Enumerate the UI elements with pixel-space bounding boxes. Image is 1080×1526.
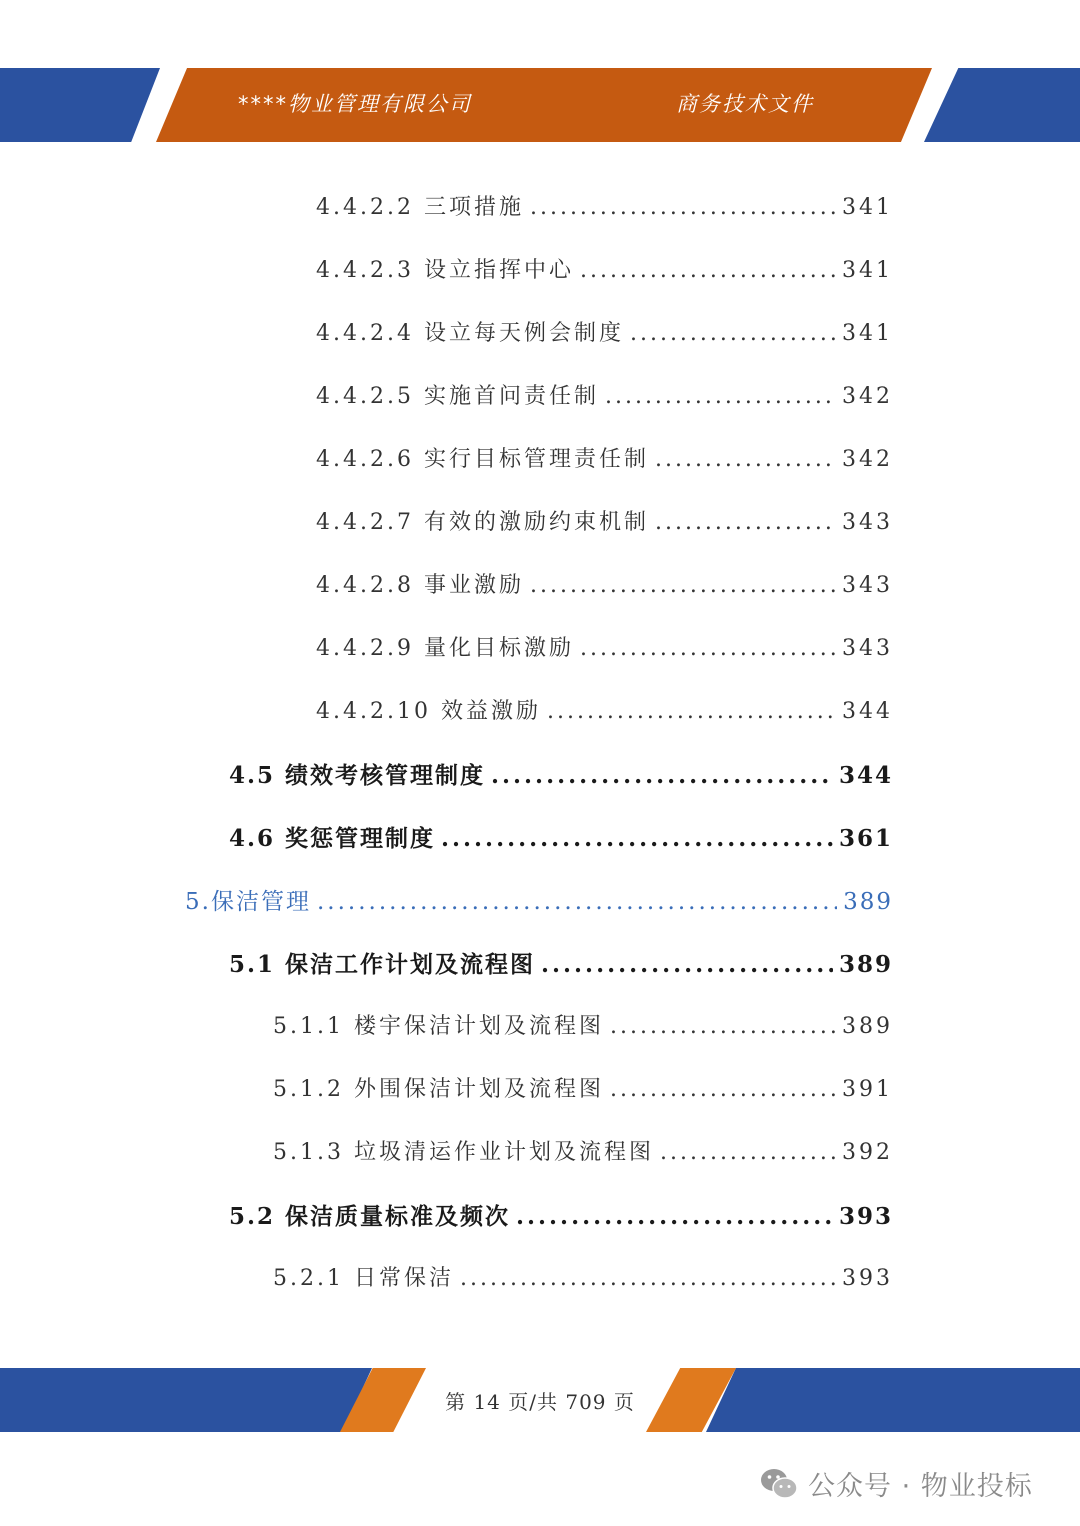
toc-entry[interactable] [316, 190, 893, 230]
toc-entry-label: 5.2 保洁质量标准及频次 [229, 1203, 511, 1230]
toc-entry[interactable] [273, 1009, 893, 1049]
toc-entry-page: 341 [842, 195, 893, 220]
toc-entry-label: 4.4.2.5 实施首问责任制 [316, 384, 599, 409]
toc-entry-page: 343 [842, 510, 893, 535]
toc-entry-label: 4.4.2.6 实行目标管理责任制 [316, 447, 649, 472]
toc-entry-page: 342 [842, 447, 893, 472]
toc-dot-leader [580, 636, 836, 661]
toc-entry-page: 342 [842, 384, 893, 409]
toc-entry-label: 4.4.2.2 三项措施 [316, 195, 524, 220]
watermark-text: 公众号 · 物业投标 [808, 1471, 1033, 1502]
toc-entry[interactable] [316, 442, 893, 482]
toc-entry[interactable] [316, 568, 893, 608]
toc-entry[interactable] [273, 1261, 893, 1301]
toc-entry-page: 393 [838, 1203, 893, 1230]
header-document-type: 商务技术文件 [676, 92, 814, 116]
toc-entry-label: 5.1.3 垃圾清运作业计划及流程图 [273, 1140, 654, 1165]
toc-entry-label: 4.4.2.7 有效的激励约束机制 [316, 510, 649, 535]
toc-entry-label: 5.保洁管理 [185, 889, 311, 915]
header-band-blue-left [0, 68, 160, 142]
footer-band-blue-right [706, 1368, 1080, 1432]
toc-entry-label: 4.4.2.4 设立每天例会制度 [316, 321, 624, 346]
toc-dot-leader [660, 1140, 836, 1165]
toc-entry-label: 4.5 绩效考核管理制度 [229, 762, 486, 789]
toc-entry[interactable] [316, 694, 893, 734]
toc-entry-page: 389 [843, 889, 893, 915]
toc-entry-label: 4.6 奖惩管理制度 [229, 825, 436, 852]
toc-dot-leader [547, 699, 836, 724]
toc-entry-page: 392 [842, 1140, 893, 1165]
toc-dot-leader [610, 1014, 836, 1039]
toc-dot-leader [630, 321, 836, 346]
toc-entry[interactable] [229, 757, 893, 797]
toc-entry-page: 341 [842, 321, 893, 346]
toc-entry-label: 5.1.1 楼宇保洁计划及流程图 [273, 1014, 604, 1039]
toc-entry-page: 391 [842, 1077, 893, 1102]
footer-band-blue-left [0, 1368, 372, 1432]
toc-entry[interactable] [316, 631, 893, 671]
toc-entry-label: 4.4.2.10 效益激励 [316, 699, 541, 724]
toc-entry[interactable] [229, 820, 893, 860]
toc-entry-page: 389 [838, 951, 893, 978]
toc-entry[interactable] [229, 946, 893, 986]
toc-entry-page: 393 [842, 1266, 893, 1291]
toc-entry[interactable] [316, 316, 893, 356]
toc-dot-leader [317, 889, 837, 915]
toc-entry[interactable] [229, 1198, 893, 1238]
toc-entry-page: 344 [842, 699, 893, 724]
toc-dot-leader [530, 195, 836, 220]
toc-dot-leader [441, 825, 833, 852]
toc-dot-leader [530, 573, 836, 598]
toc-entry-label: 5.1.2 外围保洁计划及流程图 [273, 1077, 604, 1102]
toc-dot-leader [605, 384, 836, 409]
toc-entry-page: 343 [842, 573, 893, 598]
toc-dot-leader [541, 951, 833, 978]
toc-entry[interactable] [316, 379, 893, 419]
toc-entry-label: 4.4.2.8 事业激励 [316, 573, 524, 598]
header-company-name: ****物业管理有限公司 [238, 92, 472, 116]
toc-entry-label: 5.2.1 日常保洁 [273, 1266, 454, 1291]
toc-dot-leader [580, 258, 836, 283]
wechat-icon [760, 1467, 798, 1501]
toc-dot-leader [460, 1266, 836, 1291]
toc-entry[interactable] [316, 253, 893, 293]
toc-entry-page: 389 [842, 1014, 893, 1039]
header-band-blue-right [924, 68, 1080, 142]
toc-entry-page: 361 [838, 825, 893, 852]
toc-entry-page: 344 [838, 762, 893, 789]
toc-dot-leader [655, 447, 836, 472]
toc-entry[interactable] [273, 1072, 893, 1112]
toc-entry[interactable] [316, 505, 893, 545]
toc-entry-page: 341 [842, 258, 893, 283]
toc-entry-label: 4.4.2.3 设立指挥中心 [316, 258, 574, 283]
toc-entry[interactable] [273, 1135, 893, 1175]
toc-entry-chapter[interactable] [185, 883, 893, 923]
toc-entry-page: 343 [842, 636, 893, 661]
toc-dot-leader [655, 510, 836, 535]
toc-dot-leader [516, 1203, 833, 1230]
toc-dot-leader [610, 1077, 836, 1102]
toc-entry-label: 5.1 保洁工作计划及流程图 [229, 951, 536, 978]
watermark [760, 1464, 1033, 1503]
toc-entry-label: 4.4.2.9 量化目标激励 [316, 636, 574, 661]
toc-dot-leader [491, 762, 833, 789]
page-number: 第 14 页/共 709 页 [445, 1390, 635, 1414]
